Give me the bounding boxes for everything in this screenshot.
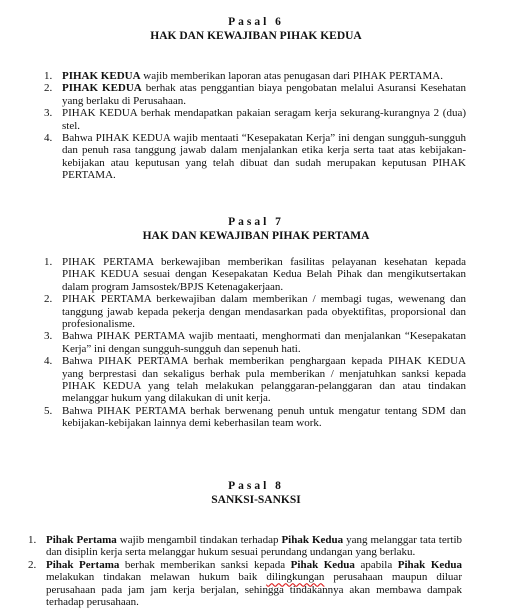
item-number: 2. [44,82,53,95]
list-item [44,293,466,331]
item-number: 2. [44,293,53,306]
pasal-6-title: HAK DAN KEWAJIBAN PIHAK KEDUA [150,30,362,42]
item-number: 1. [44,256,53,268]
item-number: 2. [28,558,37,571]
pasal-6-number: Pasal 6 [228,16,284,28]
item-text: PIHAK PERTAMA berkewajiban memberikan fasilitas pelayanan kesehatan kepada PIHAK KEDUA sesuai dengan Kesepakatan Kedua Belah Pihak dan mengikutsertakan dalam program Jamsostek/BPJS Ketenagakerjaan. [62,256,466,293]
party-name: Pihak Kedua [281,534,344,546]
item-text: wajib mengambil tindakan terhadap [116,534,282,546]
party-name: Pihak Pertama [46,534,117,546]
list-item [28,558,462,609]
item-text: yang melanggar tata tertib dan disiplin kerja serta melanggar hukum sesuai perundang undangan yang berlaku. [46,534,463,559]
item-text: PIHAK KEDUA berhak mendapatkan pakaian seragam kerja sekurang-kurangnya 2 (dua) stel. [62,107,466,132]
party-name: PIHAK KEDUA [62,70,141,82]
item-number: 3. [44,330,53,343]
party-name: Pihak Pertama [46,558,120,571]
list-item [44,355,466,405]
pasal-6-list [44,70,467,182]
item-text: Bahwa PIHAK PERTAMA wajib mentaati, menghormati dan menjalankan “Kesepakatan Kerja” ini dengan sungguh-sungguh dan sepenuh hati. [62,330,466,355]
item-number: 4. [44,355,53,368]
list-item [44,256,466,293]
list-item [44,107,466,132]
item-text: melakukan tindakan melawan hukum baik [46,571,267,584]
item-text: wajib memberikan laporan atas penugasan dari PIHAK PERTAMA. [140,70,443,82]
item-text: apabila [354,558,398,571]
list-item [44,132,466,182]
pasal-7-list [44,256,466,430]
party-name: PIHAK KEDUA [62,82,142,95]
list-item [28,534,463,559]
list-item [44,82,467,107]
list-item [44,70,466,82]
spellcheck-word: dilingkungan [266,571,325,584]
pasal-8-title: SANKSI-SANKSI [211,494,301,506]
item-text: PIHAK PERTAMA berkewajiban dalam memberikan / membagi tugas, wewenang dan tanggung jawab kepada pekerja dengan mendasarkan pada obyektifitas, proporsional dan profesionalisme. [62,293,466,331]
party-name: Pihak Kedua [397,558,462,571]
item-text: Bahwa PIHAK KEDUA wajib mentaati “Kesepakatan Kerja” ini dengan sungguh-sungguh dan penuh rasa tanggung jawab dalam menjalankan etika kerja serta taat atas kebijakan-kebijakan atau keputusan yang telah dibuat dan sudah merupakan keputusan PIHAK PERTAMA. [62,132,466,182]
pasal-7-title: HAK DAN KEWAJIBAN PIHAK PERTAMA [142,230,370,242]
pasal-7-number: Pasal 7 [228,216,284,228]
item-text: berhak memberikan sanksi kepada [119,558,291,571]
list-item [44,330,466,355]
party-name: Pihak Kedua [290,558,355,571]
item-text: Bahwa PIHAK PERTAMA berhak berwenang penuh untuk mengatur tentang SDM dan kebijakan-kebijakan lainnya demi keberhasilan team work. [62,404,466,430]
item-number: 3. [44,107,53,120]
item-number: 1. [28,534,37,546]
pasal-8-number: Pasal 8 [228,480,284,492]
item-text: berhak atas penggantian biaya pengobatan melalui Asuransi Kesehatan yang berlaku di Perusahaan. [62,82,467,107]
list-item [44,404,466,430]
item-number: 5. [44,404,53,417]
item-number: 4. [44,132,53,145]
item-text: Bahwa PIHAK PERTAMA berhak memberikan penghargaan kepada PIHAK KEDUA yang berprestasi dan sekaligus berhak pula memberikan / menjatuhkan sanksi kepada PIHAK KEDUA yang telah melakukan pelanggaran-pelanggaran dan atau tindakan melanggar hukum yang dilakukan di unit kerja. [62,355,466,405]
item-text: perusahaan maupun diluar perusahaan pada jam jam kerja berjalan, sehingga tindakannya akan membawa dampak terhadap perusahaan. [46,571,462,609]
pasal-8-list [28,534,463,609]
item-number: 1. [44,70,53,82]
